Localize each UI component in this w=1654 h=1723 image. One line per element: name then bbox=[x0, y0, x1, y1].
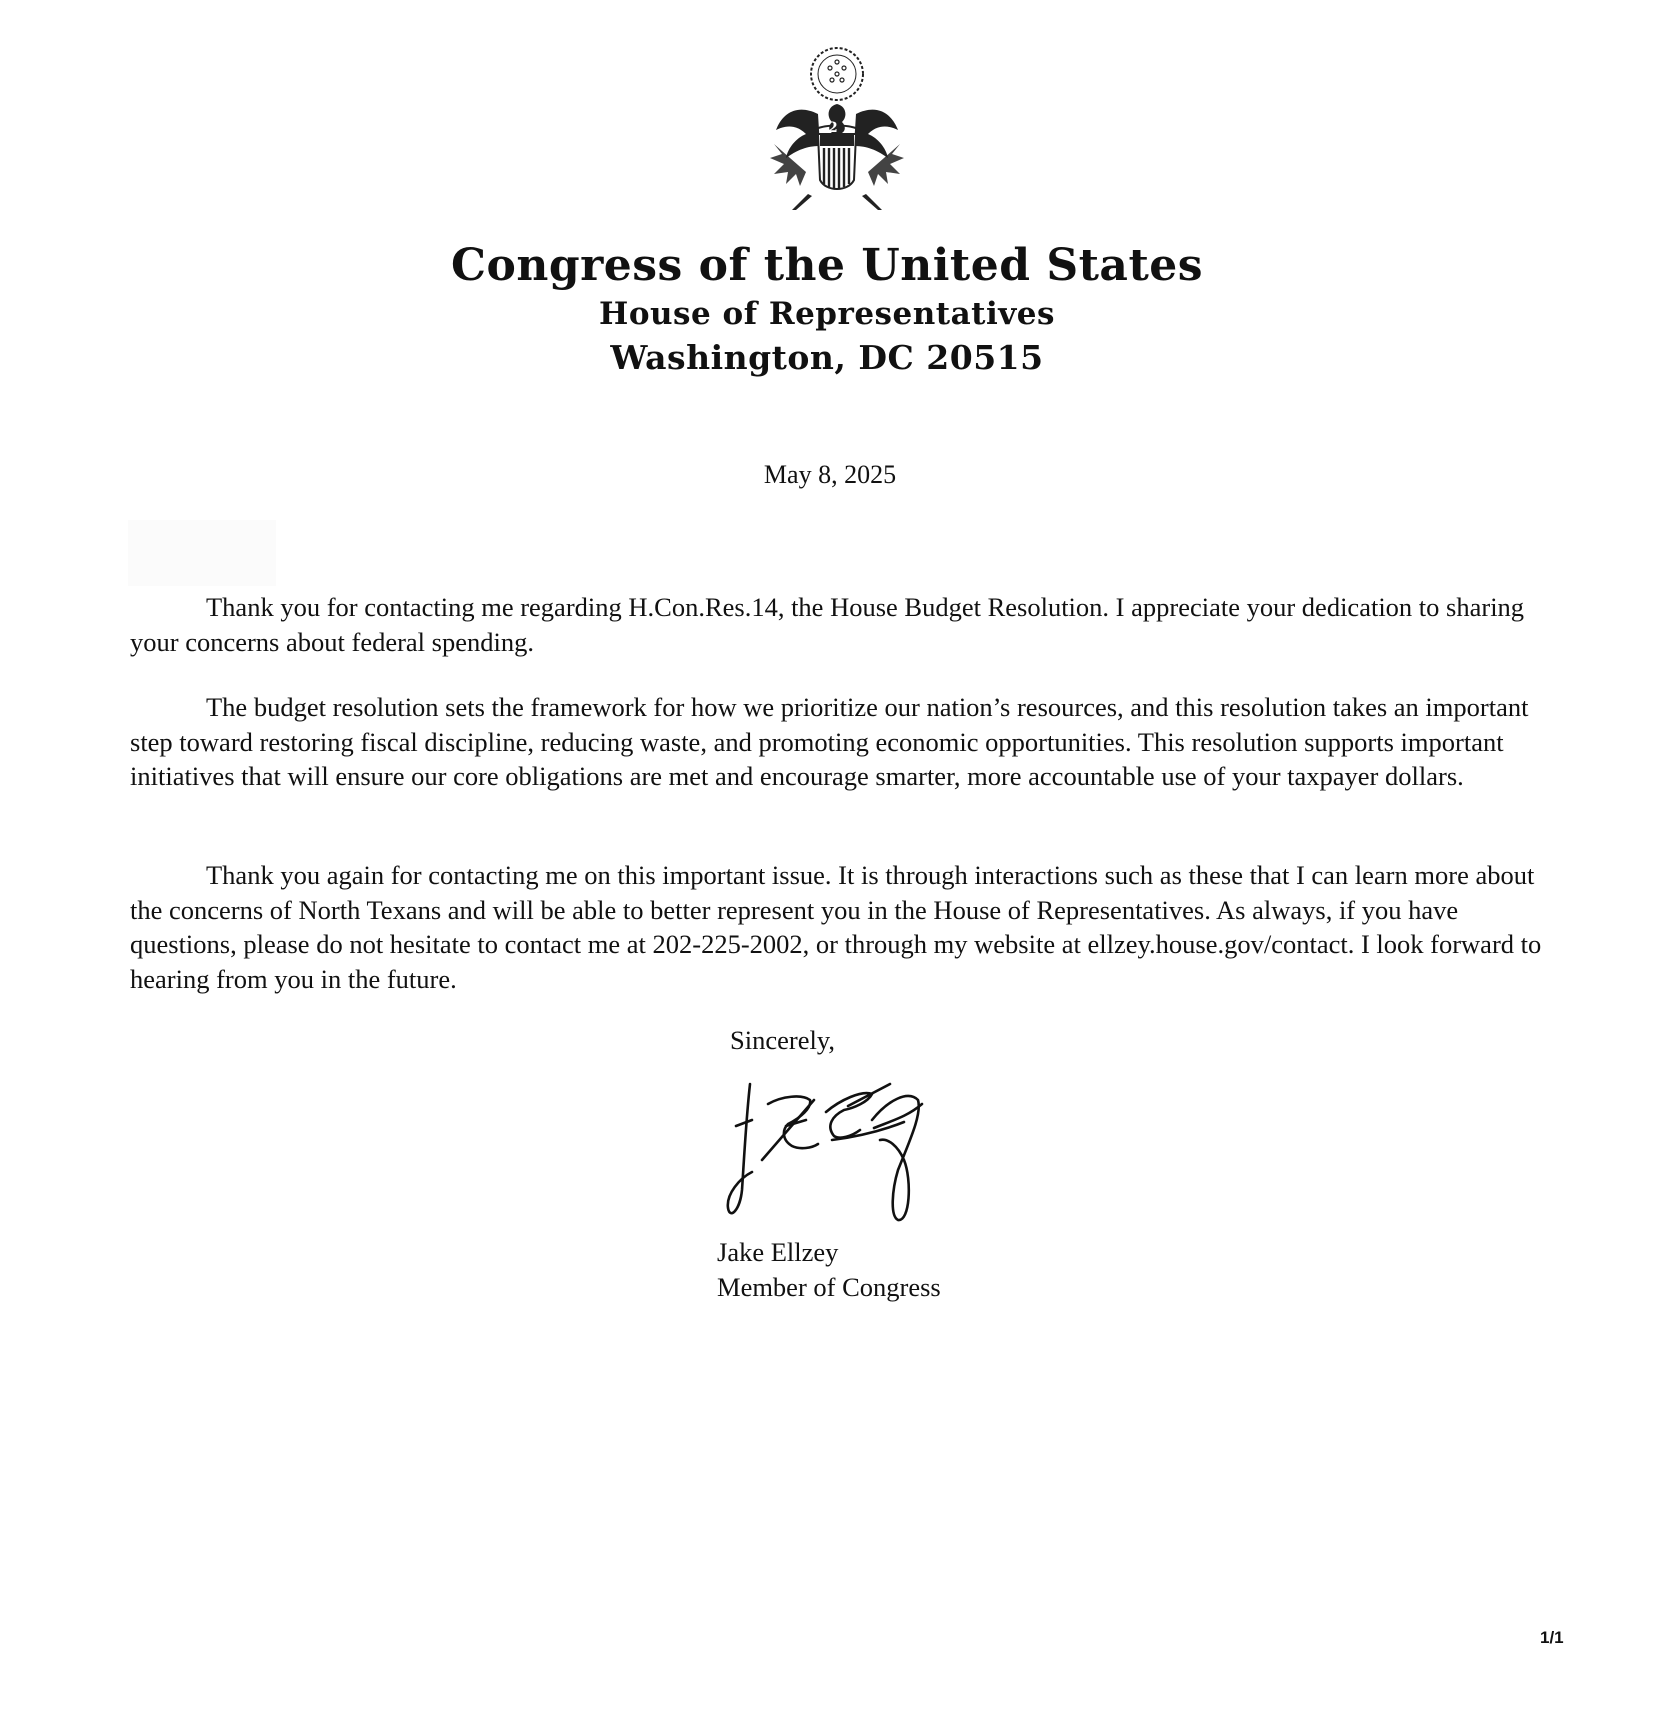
great-seal-icon bbox=[748, 34, 926, 210]
letterhead-address: Washington, DC 20515 bbox=[610, 338, 1044, 377]
body-paragraph: Thank you again for contacting me on this important issue. It is through interactions such as these that I can learn more about the concerns of North Texans and will be able to better represent you in the House of Representatives. As always, if you have questions, please do not hesitate to contact me at 202-225-2002, or through my website at ellzey.house.gov/contact. I look forward to hearing from you in the future. bbox=[130, 860, 1542, 994]
letter-date: May 8, 2025 bbox=[763, 460, 897, 489]
closing-salutation: Sincerely, bbox=[730, 1025, 835, 1055]
svg-text:2: 2 bbox=[828, 120, 838, 136]
letterhead-chamber: House of Representatives bbox=[599, 296, 1055, 332]
signer-name: Jake Ellzey bbox=[717, 1237, 839, 1267]
letterhead-title: Congress of the United States bbox=[450, 240, 1204, 291]
signature-icon bbox=[722, 1060, 962, 1240]
redacted-recipient-area bbox=[128, 520, 276, 586]
page-number: 1/1 bbox=[1540, 1628, 1564, 1647]
body-paragraph: The budget resolution sets the framework for how we prioritize our nation’s resources, and this resolution takes an important step toward restoring fiscal discipline, reducing waste, and promoting economic opportunities. This resolution supports important initiatives that will ensure our core obligations are met and encourage smarter, more accountable use of your taxpayer dollars. bbox=[130, 692, 1529, 791]
signer-title: Member of Congress bbox=[717, 1272, 941, 1302]
body-paragraph: Thank you for contacting me regarding H.Con.Res.14, the House Budget Resolution. I appreciate your dedication to sharing your concerns about federal spending. bbox=[130, 592, 1525, 657]
